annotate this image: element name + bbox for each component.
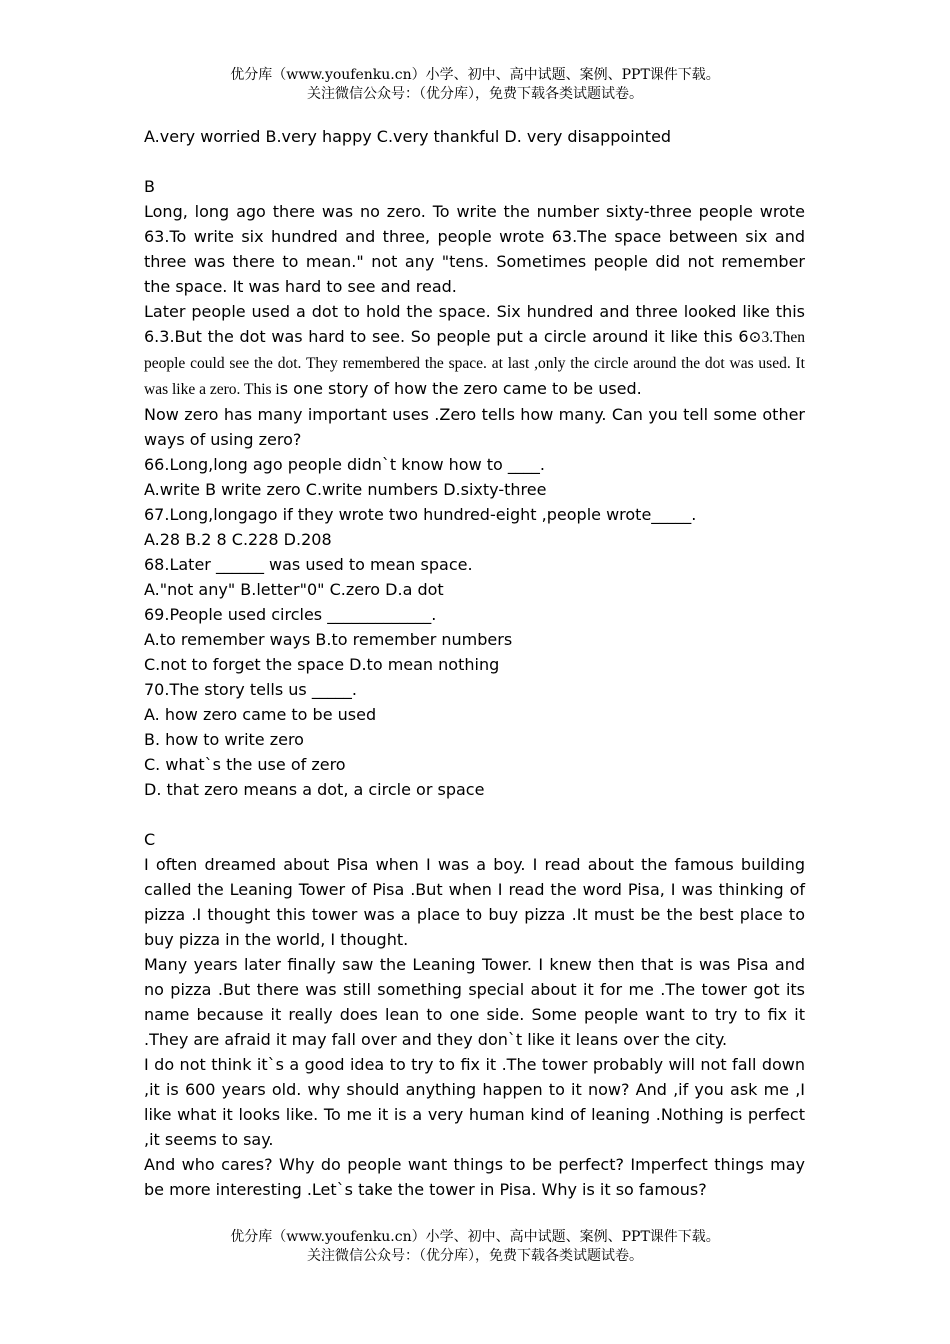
question-69-options-cd: C.not to forget the space D.to mean nothing	[144, 655, 500, 674]
question-70-option-d: D. that zero means a dot, a circle or space	[144, 780, 485, 799]
question-68-options: A."not any" B.letter"0" C.zero D.a dot	[144, 580, 444, 599]
question-70-option-c: C. what`s the use of zero	[144, 755, 346, 774]
header-line-2: 关注微信公众号：（优分库），免费下载各类试题试卷。	[307, 86, 643, 102]
question-69-stem: 69.People used circles _____________.	[144, 605, 437, 624]
page-footer	[0, 1228, 950, 1266]
section-c-paragraph-2: Many years later finally saw the Leaning Tower. I knew then that is was Pisa and no pizza .But there was still something special about it for me .The tower got its name because it really does lean to one side. Some people want to try to fix it .They are afraid it may fall over and they don`t like it leans over the city.	[144, 955, 805, 1049]
section-b-label: B	[144, 177, 155, 196]
question-70-stem: 70.The story tells us _____.	[144, 680, 357, 699]
section-b-paragraph-3: Now zero has many important uses .Zero tells how many. Can you tell some other ways of using zero?	[144, 405, 805, 449]
question-68-stem: 68.Later ______ was used to mean space.	[144, 555, 473, 574]
footer-line-1: 优分库（www.youfenku.cn）小学、初中、高中试题、案例、PPT课件下载。	[230, 1229, 720, 1245]
page-header	[0, 66, 950, 104]
section-b-paragraph-2	[144, 299, 805, 402]
footer-line-2: 关注微信公众号：（优分库），免费下载各类试题试卷。	[307, 1248, 643, 1264]
section-b-paragraph-2-part-2: ⊙3.Then people could see the dot. They remembered the space. at last ,only the circle around the dot was used. It was like a zero. This i	[144, 329, 805, 398]
section-c-paragraph-1: I often dreamed about Pisa when I was a boy. I read about the famous building called the Leaning Tower of Pisa .But when I read the word Pisa, I was thinking of pizza .I thought this tower was a place to buy pizza .It must be the best place to buy pizza in the world, I thought.	[144, 855, 805, 949]
question-67-stem: 67.Long,longago if they wrote two hundred-eight ,people wrote_____.	[144, 505, 697, 524]
section-c-paragraph-3: I do not think it`s a good idea to try to fix it .The tower probably will not fall down ,it is 600 years old. why should anything happen to it now? And ,if you ask me ,I like what it looks like. To me it is a very human kind of leaning .Nothing is perfect ,it seems to say.	[144, 1055, 805, 1149]
question-66-stem: 66.Long,long ago people didn`t know how to ____.	[144, 455, 545, 474]
question-67-options: A.28 B.2 8 C.228 D.208	[144, 530, 332, 549]
header-line-1: 优分库（www.youfenku.cn）小学、初中、高中试题、案例、PPT课件下载。	[230, 67, 720, 83]
document-body	[144, 124, 805, 1202]
question-70-option-b: B. how to write zero	[144, 730, 304, 749]
previous-question-options: A.very worried B.very happy C.very thankful D. very disappointed	[144, 127, 672, 146]
section-b-paragraph-1: Long, long ago there was no zero. To write the number sixty-three people wrote 63.To write six hundred and three, people wrote 63.The space between six and three was there to mean." not any "tens. Sometimes people did not remember the space. It was hard to see and read.	[144, 202, 805, 296]
question-69-options-ab: A.to remember ways B.to remember numbers	[144, 630, 513, 649]
section-c-paragraph-4: And who cares? Why do people want things to be perfect? Imperfect things may be more interesting .Let`s take the tower in Pisa. Why is it so famous?	[144, 1155, 805, 1199]
question-66-options: A.write B write zero C.write numbers D.sixty-three	[144, 480, 547, 499]
section-b-paragraph-2-part-3: s one story of how the zero came to be used.	[279, 379, 642, 398]
section-c-label: C	[144, 830, 156, 849]
question-70-option-a: A. how zero came to be used	[144, 705, 377, 724]
section-b-paragraph-2-part-1: Later people used a dot to hold the space. Six hundred and three looked like this 6.3.But the dot was hard to see. So people put a circle around it like this 6	[144, 302, 805, 346]
